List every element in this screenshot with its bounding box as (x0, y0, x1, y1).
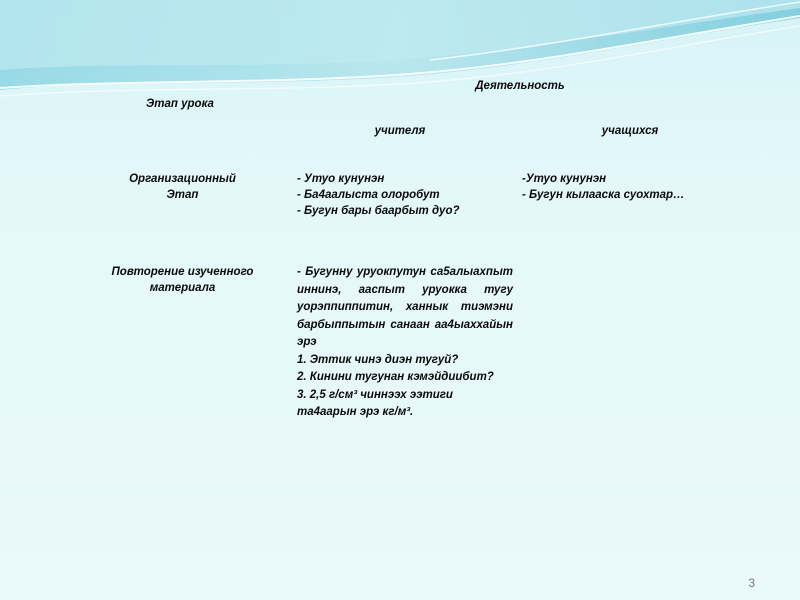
header-students: учащихся (601, 125, 659, 137)
row2-teacher-item: 3. 2,5 г/см³ чиннээх ээтиги та4аарын эрэ кг/м³. (297, 388, 453, 418)
row1-stage (95, 171, 270, 203)
header-teacher: учителя (374, 125, 426, 137)
row1-teacher-line: - Бугун бары баарбыт дуо? (297, 205, 460, 217)
row1-teacher-line: - Ба4аалыста олоробут (297, 189, 440, 201)
row1-teacher-line: - Утуо кунунэн (297, 173, 385, 185)
row1-students-line: -Утуо кунунэн (522, 173, 607, 185)
row2-stage (90, 264, 275, 296)
row1-students (522, 171, 742, 203)
row2-teacher-item: 2. Кинини тугунан кэмэйдиибит? (297, 371, 494, 383)
row2-teacher-text: - Бугунну уруокпутун са5алыахпыт иннинэ, ааспыт уруокка тугу уорэппиппитин, ханнык тиэмэни барбыппытын санаан аа4ыаххайын эрэ (297, 266, 513, 348)
row1-students-line: - Бугун кылааска суохтар… (522, 189, 685, 201)
decorative-wave (0, 0, 800, 110)
header-activity: Деятельность (475, 80, 565, 92)
row2-stage-line: Повторение изученного (111, 266, 254, 278)
row1-teacher (297, 171, 517, 219)
row2-teacher-item: 1. Эттик чинэ диэн тугуй? (297, 353, 459, 366)
row1-stage-line: Организационный (129, 173, 236, 185)
page-number: 3 (748, 576, 755, 590)
row2-teacher (297, 264, 513, 422)
row1-stage-line: Этап (166, 189, 199, 201)
header-stage: Этап урока (146, 98, 214, 110)
row2-stage-line: материала (149, 282, 216, 294)
